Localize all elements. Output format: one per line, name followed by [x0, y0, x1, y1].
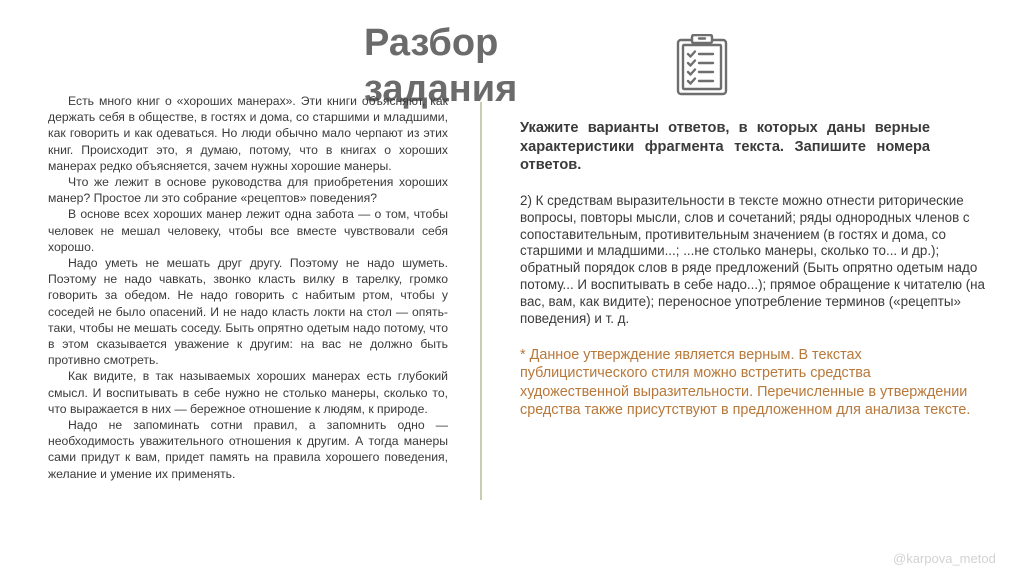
source-text-passage	[48, 93, 448, 482]
task-instruction: Укажите варианты ответов, в которых даны верные характеристики фрагмента текста. Запишите номера ответов.	[520, 120, 930, 173]
source-paragraph: Есть много книг о «хороших манерах». Эти книги объясняют, как держать себя в обществе, в гостях и дома, со старшими и младшими, как говорить и как одеваться. Но люди обычно мало черпают из этих книг. Происходит это, я думаю, потому, что в книгах о хороших манерах редко объясняется, зачем нужны хорошие манеры.	[48, 94, 448, 173]
slide-title-line-2: задания	[364, 68, 518, 110]
author-watermark: @karpova_metod	[893, 551, 996, 566]
source-paragraph: Надо не запоминать сотни правил, а запомнить одно — необходимость уважительного отношения к другим. А тогда манеры сами придут к вам, придет память на правила хорошего поведения, желание и умение их применять.	[48, 418, 448, 481]
source-paragraph: В основе всех хороших манер лежит одна забота — о том, чтобы человек не мешал человеку, чтобы все вместе чувствовали себя хорошо.	[48, 207, 448, 254]
source-paragraph: Что же лежит в основе руководства для приобретения хороших манер? Простое ли это собрание «рецептов» поведения?	[48, 175, 448, 206]
vertical-divider	[480, 102, 482, 500]
answer-statement: 2) К средствам выразительности в тексте можно отнести риторические вопросы, повторы мысли, слов и сочетаний; ряды однородных членов с сопоставительным, противительным значением (в гостях и дома, со старшими и младшими...; ...не столько манеры, сколько то... и др.); обратный порядок слов в ряде предложений (Быть опрятно одетым надо потому... И воспитывать в себе надо...); прямое обращение к читателю (на вас, вам, как видите); переносное употребление терминов («рецепты» поведения) и т. д.	[520, 193, 986, 326]
explanation-note: * Данное утверждение является верным. В текстах публицистического стиля можно встретить средства художественной выразительности. Перечисленные в утверждении средства также присутствуют в предложенном для анализа тексте.	[520, 347, 971, 419]
clipboard-checklist-icon	[676, 34, 728, 96]
source-paragraph: Как видите, в так называемых хороших манерах есть глубокий смысл. И воспитывать в себе нужно не столько манеры, сколько то, что выражается в них — бережное отношение к людям, к природе.	[48, 369, 448, 416]
slide-title-line-1: Разбор	[364, 22, 499, 64]
source-paragraph: Надо уметь не мешать друг другу. Поэтому не надо шуметь. Поэтому не надо чавкать, звонко класть вилку в тарелку, громко говорить за обедом. Не надо говорить с набитым ртом, чтобы у соседей не было опасений. И не надо класть локти на стол — опять-таки, чтобы не мешать соседу. Быть опрятно одетым надо потому, что в этом сказывается уважение к другим: на вас не должно быть противно смотреть.	[48, 256, 448, 368]
